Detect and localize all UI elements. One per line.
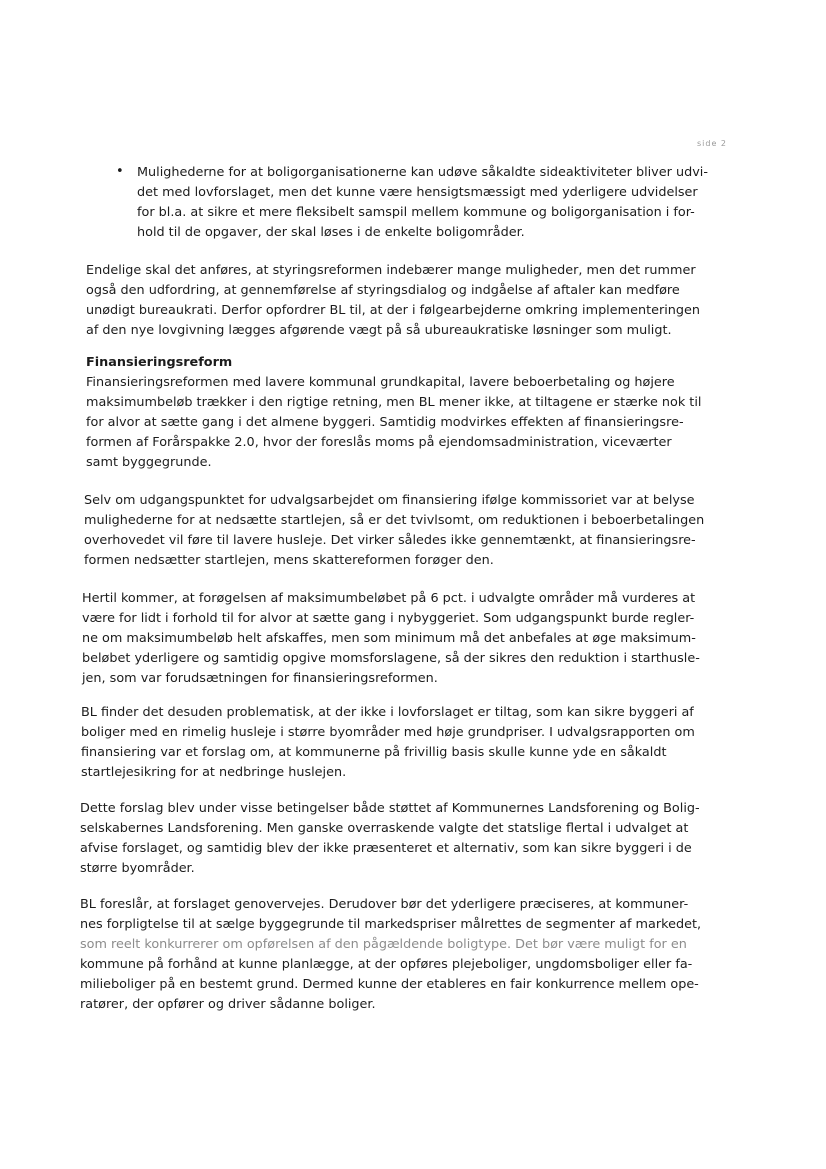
paragraph-7-line: nes forpligtelse til at sælge byggegrunde til markedspriser målrettes de segmenter af markedet, <box>80 917 702 932</box>
bullet-text-line: hold til de opgaver, der skal løses i de enkelte boligområder. <box>137 225 525 240</box>
paragraph-1-line: unødigt bureaukrati. Derfor opfordrer BL til, at der i følgearbejderne omkring implementeringen <box>86 303 700 318</box>
paragraph-4-line: Hertil kommer, at forøgelsen af maksimumbeløbet på 6 pct. i udvalgte områder må vurderes at <box>82 591 696 606</box>
paragraph-6-line: Dette forslag blev under visse betingelser både støttet af Kommunernes Landsforening og Bolig- <box>80 801 700 816</box>
paragraph-7-line: kommune på forhånd at kunne planlægge, at der opføres plejeboliger, ungdomsboliger eller fa- <box>80 957 693 972</box>
paragraph-7-line: milieboliger på en bestemt grund. Dermed kunne der etableres en fair konkurrence mellem ope- <box>80 977 699 992</box>
paragraph-1-line: af den nye lovgivning lægges afgørende vægt på så ubureaukratiske løsninger som muligt. <box>86 323 672 338</box>
paragraph-2-line: Finansieringsreformen med lavere kommunal grundkapital, lavere beboerbetaling og højere <box>86 375 675 390</box>
paragraph-3-line: overhovedet vil føre til lavere husleje. Det virker således ikke gennemtænkt, at finansieringsre- <box>84 533 696 548</box>
paragraph-4-line: beløbet yderligere og samtidig opgive momsforslagene, så der sikres den reduktion i starthusle- <box>82 651 700 666</box>
paragraph-7-line: som reelt konkurrerer om opførelsen af den pågældende boligtype. Det bør være muligt for en <box>80 937 687 952</box>
paragraph-4-line: være for lidt i forhold til for alvor at sætte gang i nybyggeriet. Som udgangspunkt burde regler- <box>82 611 695 626</box>
paragraph-1-line: også den udfordring, at gennemførelse af styringsdialog og indgåelse af aftaler kan medføre <box>86 283 680 298</box>
paragraph-6-line: større byområder. <box>80 861 195 876</box>
section-heading: Finansieringsreform <box>86 355 233 370</box>
paragraph-2-line: formen af Forårspakke 2.0, hvor der foreslås moms på ejendomsadministration, viceværter <box>86 435 672 450</box>
paragraph-2-line: maksimumbeløb trækker i den rigtige retning, men BL mener ikke, at tiltagene er stærke nok til <box>86 395 702 410</box>
paragraph-5-line: startlejesikring for at nedbringe huslejen. <box>81 765 347 780</box>
paragraph-5-line: finansiering var et forslag om, at kommunerne på frivillig basis skulle kunne yde en såkaldt <box>81 745 667 760</box>
paragraph-6-line: afvise forslaget, og samtidig blev der ikke præsenteret et alternativ, som kan sikre byggeri i de <box>80 841 692 856</box>
paragraph-7-line: ratører, der opfører og driver sådanne boliger. <box>80 997 376 1012</box>
paragraph-2-line: for alvor at sætte gang i det almene byggeri. Samtidig modvirkes effekten af finansieringsre- <box>86 415 684 430</box>
paragraph-4-line: ne om maksimumbeløb helt afskaffes, men som minimum må det anbefales at øge maksimum- <box>82 631 696 646</box>
paragraph-1-line: Endelige skal det anføres, at styringsreformen indebærer mange muligheder, men det rummer <box>86 263 696 278</box>
bullet-point: • <box>116 164 124 179</box>
bullet-text-line: Mulighederne for at boligorganisationerne kan udøve såkaldte sideaktiviteter bliver udvi- <box>137 165 708 180</box>
paragraph-7-line: BL foreslår, at forslaget genovervejes. Derudover bør det yderligere præciseres, at kommuner- <box>80 897 689 912</box>
bullet-text-line: det med lovforslaget, men det kunne være hensigtsmæssigt med yderligere udvidelser <box>137 185 698 200</box>
paragraph-3-line: mulighederne for at nedsætte startlejen, så er det tvivlsomt, om reduktionen i beboerbetalingen <box>84 513 705 528</box>
paragraph-5-line: boliger med en rimelig husleje i større byområder med høje grundpriser. I udvalgsrapporten om <box>81 725 695 740</box>
paragraph-4-line: jen, som var forudsætningen for finansieringsreformen. <box>82 671 438 686</box>
bullet-text-line: for bl.a. at sikre et mere fleksibelt samspil mellem kommune og boligorganisation i for- <box>137 205 695 220</box>
paragraph-2-line: samt byggegrunde. <box>86 455 212 470</box>
paragraph-5-line: BL finder det desuden problematisk, at der ikke i lovforslaget er tiltag, som kan sikre byggeri af <box>81 705 694 720</box>
paragraph-3-line: formen nedsætter startlejen, mens skattereformen forøger den. <box>84 553 494 568</box>
page-number: side 2 <box>697 139 728 148</box>
paragraph-3-line: Selv om udgangspunktet for udvalgsarbejdet om finansiering ifølge kommissoriet var at belyse <box>84 493 695 508</box>
paragraph-6-line: selskabernes Landsforening. Men ganske overraskende valgte det statslige flertal i udvalget at <box>80 821 689 836</box>
